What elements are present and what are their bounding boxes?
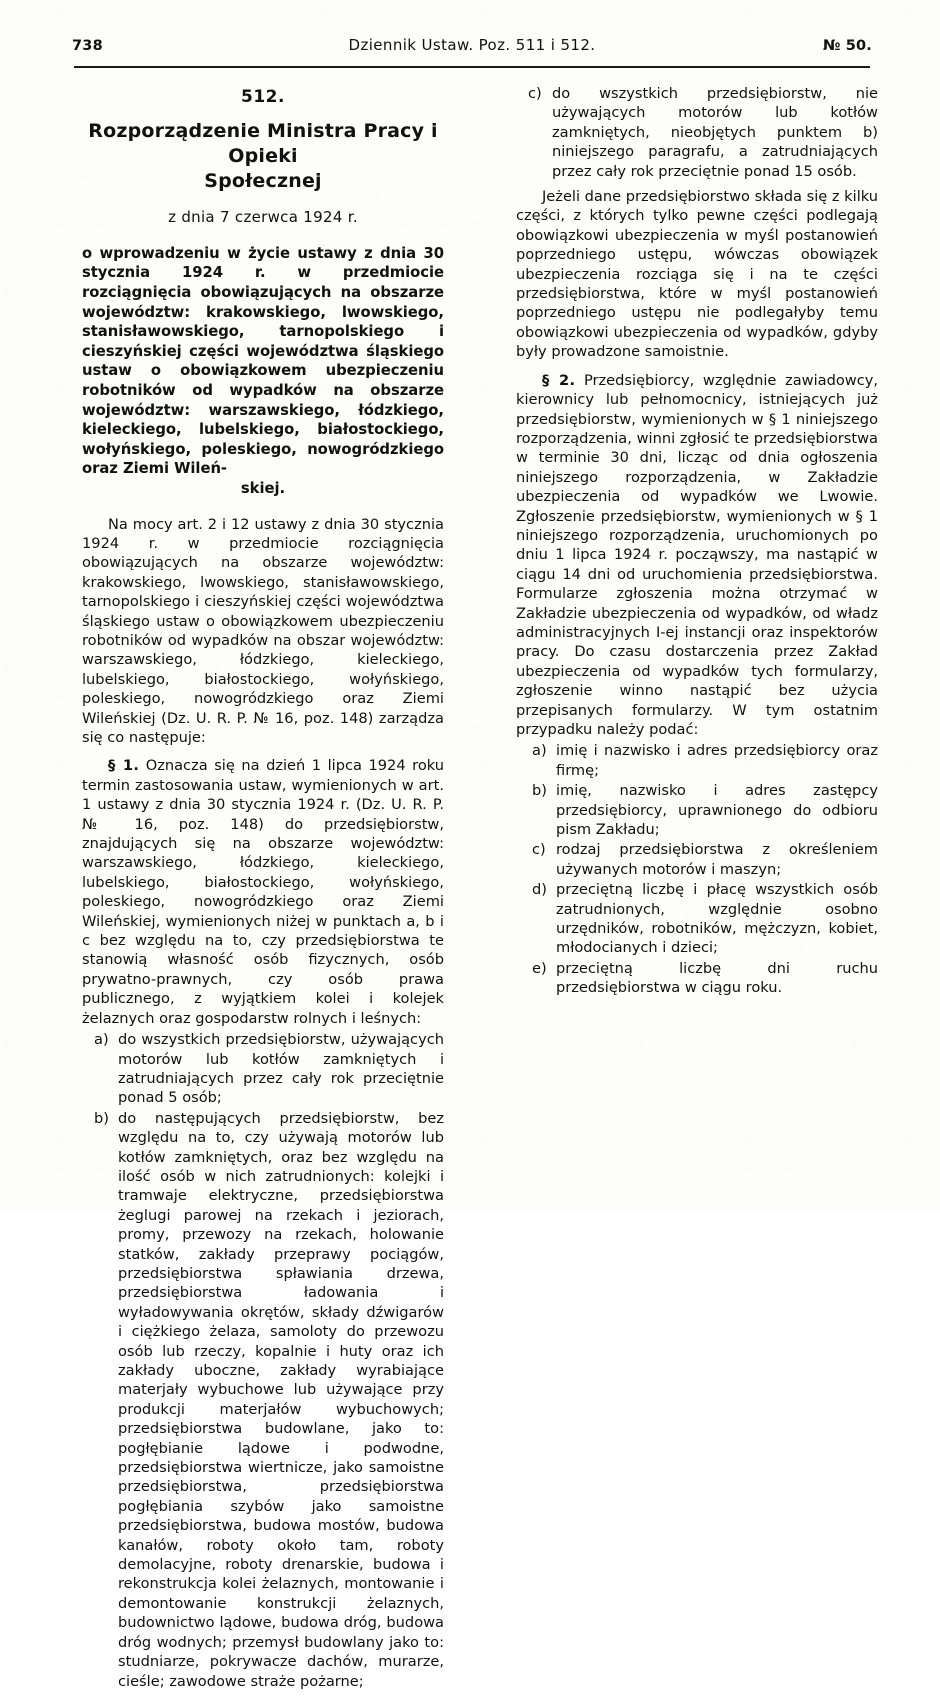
paragraph-2-lead-text: Przedsiębiorcy, względnie zawiadowcy, kierownicy lub pełnomocnicy, istniejących już przedsiębiorstw, wymienionych w § 1 niniejszego rozporządzenia, winni zgłosić te przedsiębiorstwa w terminie 30 dni, licząc od dnia ogłoszenia niniejszego rozporządzenia, w Zakładzie ubezpieczenia od wypadków we Lwowie. Zgłoszenie przedsiębiorstw, wymienionych w § 1 niniejszego rozporządzenia, uruchomionych po dniu 1 lipca 1924 r. począwszy, ma nastąpić w ciągu 14 dni od uruchomienia przedsiębiorstwa. Formularze zgłoszenia można otrzymać w Zakładzie ubezpieczenia od wypadków, od władz administracyjnych I-ej instancji oraz inspektorów pracy. Do czasu dostarczenia przez Zakład ubezpieczenia od wypadków tych formularzy, zgłoszenie winno nastąpić bez użycia przepisanych formularzy. W tym ostatnim przypadku należy podać: — [516, 371, 878, 738]
list-item — [82, 1030, 444, 1108]
act-title — [82, 119, 444, 194]
act-subject-last-line: skiej. — [240, 479, 286, 497]
list-item-text: do wszystkich przedsiębiorstw, nie używających motorów lub kotłów zamkniętych, nieobjętych punktem b) niniejszego paragrafu, a zatrudniających przez cały rok przeciętnie ponad 15 osób. — [552, 85, 878, 180]
list-item — [516, 84, 878, 181]
list-item-marker: e) — [532, 959, 547, 977]
paragraph-1-closing: Jeżeli dane przedsiębiorstwo składa się z kilku części, z których tylko pewne części podlegają obowiązkowi ubezpieczenia w myśl postanowień poprzedniego ustępu, wówczas obowiązek ubezpieczenia rozciąga się i na te części przedsiębiorstwa, które w myśl postanowień poprzedniego ustępu nie podlegałyby temu obowiązkowi ubezpieczenia od wypadków, gdyby były prowadzone samoistnie. — [516, 188, 878, 361]
paragraph-2-list — [516, 741, 878, 997]
column-right — [516, 84, 878, 1004]
act-subject — [82, 244, 444, 499]
act-date: z dnia 7 czerwca 1924 r. — [168, 208, 358, 227]
issue-number: № 50. — [822, 38, 872, 54]
list-item — [516, 959, 878, 998]
paragraph-2-mark: § 2. — [542, 371, 576, 389]
act-subject-main: o wprowadzeniu w życie ustawy z dnia 30 stycznia 1924 r. w przedmiocie rozciągnięcia obowiązujących na obszarze województw: krakowskiego, lwowskiego, stanisławowskiego, tarnopolskiego i cieszyńskiej części województwa śląskiego ustaw o obowiązkowem ubezpieczeniu robotników od wypadków na obszarze województw: warszawskiego, łódzkiego, kieleckiego, lubelskiego, białostockiego, wołyńskiego, poleskiego, nowogródzkiego oraz Ziemi Wileń- — [82, 244, 444, 478]
list-item-marker: a) — [94, 1031, 109, 1049]
list-item — [516, 840, 878, 879]
list-item — [82, 1109, 444, 1691]
paragraph-1-list — [82, 1030, 444, 1691]
list-item-text: przeciętną liczbę dni ruchu przedsiębiorstwa w ciągu roku. — [556, 959, 878, 997]
running-head-title: Dziennik Ustaw. Poz. 511 i 512. — [348, 36, 596, 54]
list-item-text: przeciętną liczbę i płacę wszystkich osób zatrudnionych, względnie osobno urzędników, robotników, mężczyzn, kobiet, młodocianych i dzieci; — [556, 881, 878, 957]
act-number: 512. — [241, 87, 285, 107]
list-item-text: rodzaj przedsiębiorstwa z określeniem używanych motorów i maszyn; — [556, 841, 878, 878]
paragraph-2-lead — [516, 371, 878, 740]
running-head — [72, 36, 872, 58]
list-item-marker: b) — [532, 782, 547, 800]
list-item-text: do następujących przedsiębiorstw, bez względu na to, czy używają motorów lub kotłów zamkniętych, oraz bez względu na ilość osób w nich zatrudnionych: kolejki i tramwaje elektryczne, przedsiębiorstwa żeglugi parowej na rzekach i jeziorach, promy, przewozy na rzekach, holowanie statków, zakłady przeprawy pociągów, przedsiębiorstwa spławiania drzewa, przedsiębiorstwa ładowania i wyładowywania okrętów, składy dźwigarów i ciężkiego żelaza, samoloty do przewozu osób lub rzeczy, kopalnie i huty oraz ich zakłady uboczne, zakłady wyrabiające materjały wybuchowe lub używające przy produkcji materjałów wybuchowych; przedsiębiorstwa budowlane, jako to: pogłębianie lądowe i podwodne, przedsiębiorstwa wiertnicze, jako samoistne przedsiębiorstwa, przedsiębiorstwa pogłębiania szybów jako samoistne przedsiębiorstwa, budowa mostów, budowa kanałów, roboty około tam, roboty demolacyjne, roboty drenarskie, budowa i rekonstrukcja kolei żelaznych, montowanie i demontowanie konstrukcji żelaznych, budownictwo lądowe, budowa dróg, budowa dróg wodnych; przemysł budowlany jako to: studniarze, pokrywacze dachów, murarze, cieśle; zawodowe straże pożarne; — [118, 1109, 444, 1690]
paragraph-1-list-continued — [516, 84, 878, 181]
list-item-text: imię, nazwisko i adres zastępcy przedsiębiorcy, uprawnionego do odbioru pism Zakładu; — [556, 782, 878, 839]
paragraph-1-mark: § 1. — [108, 757, 140, 775]
paragraph-1-lead-text: Oznacza się na dzień 1 lipca 1924 roku termin zastosowania ustaw, wymienionych w art. 1 ustawy z dnia 30 stycznia 1924 r. (Dz. U. R. P. № 16, poz. 148) do przedsiębiorstw, znajdujących się na obszarze województw: warszawskiego, łódzkiego, kieleckiego, lubelskiego, białostockiego, wołyńskiego, poleskiego, nowogródzkiego oraz Ziemi Wileńskiej, wymienionych niżej w punktach a, b i c bez względu na to, czy przedsiębiorstwa te stanowią własność osób fizycznych, osób prywatno-prawnych, czy osób prawa publicznego, z wyjątkiem kolei i kolejek żelaznych oraz gospodarstw rolnych i leśnych: — [82, 757, 444, 1027]
list-item-marker: c) — [532, 841, 546, 859]
header-rule-divider — [74, 66, 870, 68]
act-title-line-1: Rozporządzenie Ministra Pracy i Opieki — [88, 120, 438, 168]
list-item — [516, 880, 878, 958]
list-item — [516, 741, 878, 780]
page-folio-number: 738 — [72, 38, 103, 54]
list-item-marker: c) — [528, 85, 542, 102]
act-title-line-2: Społecznej — [204, 170, 322, 193]
list-item-marker: b) — [94, 1109, 109, 1127]
list-item-marker: d) — [532, 881, 547, 899]
preamble-paragraph: Na mocy art. 2 i 12 ustawy z dnia 30 stycznia 1924 r. w przedmiocie rozciągnięcia obowiązujących na obszarze województw: krakowskiego, lwowskiego, stanisławowskiego, tarnopolskiego i cieszyńskiej części województwa śląskiego ustaw o obowiązkowem ubezpieczeniu robotników od wypadków na obszar województw: warszawskiego, łódzkiego, kieleckiego, lubelskiego, białostockiego, wołyńskiego, poleskiego, nowogródzkiego oraz Ziemi Wileńskiej (Dz. U. R. P. № 16, poz. 148) zarządza się co następuje: — [82, 515, 444, 746]
column-left — [82, 84, 444, 1697]
list-item-text: imię i nazwisko i adres przedsiębiorcy oraz firmę; — [556, 742, 878, 779]
list-item-marker: a) — [532, 742, 547, 760]
list-item — [516, 781, 878, 839]
paragraph-1-lead — [82, 756, 444, 1028]
list-item-text: do wszystkich przedsiębiorstw, używających motorów lub kotłów zamkniętych i zatrudniających przez cały rok przeciętnie ponad 5 osób; — [118, 1031, 444, 1107]
